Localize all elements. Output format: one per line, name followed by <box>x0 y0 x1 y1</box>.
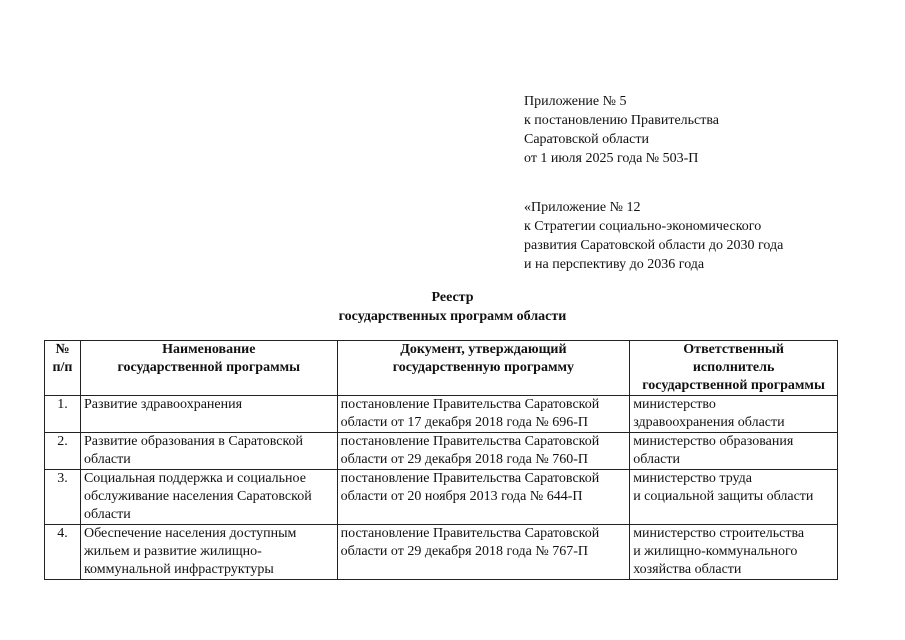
header-document: Документ, утверждающий государственную программу <box>337 341 630 396</box>
appendix-line: Приложение № 5 <box>524 94 627 109</box>
table-row <box>45 525 838 580</box>
table-header-row <box>45 341 838 396</box>
strategy-appendix-header <box>524 198 783 274</box>
approving-document: постановление Правительства Саратовской области от 17 декабря 2018 года № 696-П <box>337 396 630 433</box>
title-line-1: Реестр <box>431 290 474 305</box>
responsible-executor: министерство образования области <box>630 433 838 470</box>
responsible-executor: министерство здравоохранения области <box>630 396 838 433</box>
program-name: Развитие здравоохранения <box>80 396 337 433</box>
program-name: Развитие образования в Саратовской области <box>80 433 337 470</box>
table-row <box>45 433 838 470</box>
row-number: 4. <box>45 525 81 580</box>
program-name: Социальная поддержка и социальное обслуживание населения Саратовской области <box>80 470 337 525</box>
strategy-line: к Стратегии социально-экономического <box>524 219 762 234</box>
responsible-executor: министерство строительства и жилищно-коммунального хозяйства области <box>630 525 838 580</box>
responsible-executor: министерство труда и социальной защиты области <box>630 470 838 525</box>
approving-document: постановление Правительства Саратовской области от 29 декабря 2018 года № 767-П <box>337 525 630 580</box>
header-name: Наименование государственной программы <box>80 341 337 396</box>
approving-document: постановление Правительства Саратовской области от 20 ноября 2013 года № 644-П <box>337 470 630 525</box>
strategy-line: и на перспективу до 2036 года <box>524 257 705 272</box>
document-title <box>0 288 905 326</box>
table-row <box>45 470 838 525</box>
header-executor: Ответственный исполнитель государственной программы <box>630 341 838 396</box>
programs-table <box>44 340 838 580</box>
appendix-line: к постановлению Правительства <box>524 113 720 128</box>
title-line-2: государственных программ области <box>338 309 567 324</box>
row-number: 3. <box>45 470 81 525</box>
row-number: 1. <box>45 396 81 433</box>
row-number: 2. <box>45 433 81 470</box>
header-number: № п/п <box>45 341 81 396</box>
appendix-header <box>524 92 719 168</box>
table-row <box>45 396 838 433</box>
program-name: Обеспечение населения доступным жильем и развитие жилищно- коммунальной инфраструктуры <box>80 525 337 580</box>
appendix-line: Саратовской области <box>524 132 649 147</box>
appendix-line: от 1 июля 2025 года № 503-П <box>524 151 699 166</box>
strategy-line: «Приложение № 12 <box>524 200 641 215</box>
strategy-line: развития Саратовской области до 2030 года <box>524 238 784 253</box>
approving-document: постановление Правительства Саратовской области от 29 декабря 2018 года № 760-П <box>337 433 630 470</box>
